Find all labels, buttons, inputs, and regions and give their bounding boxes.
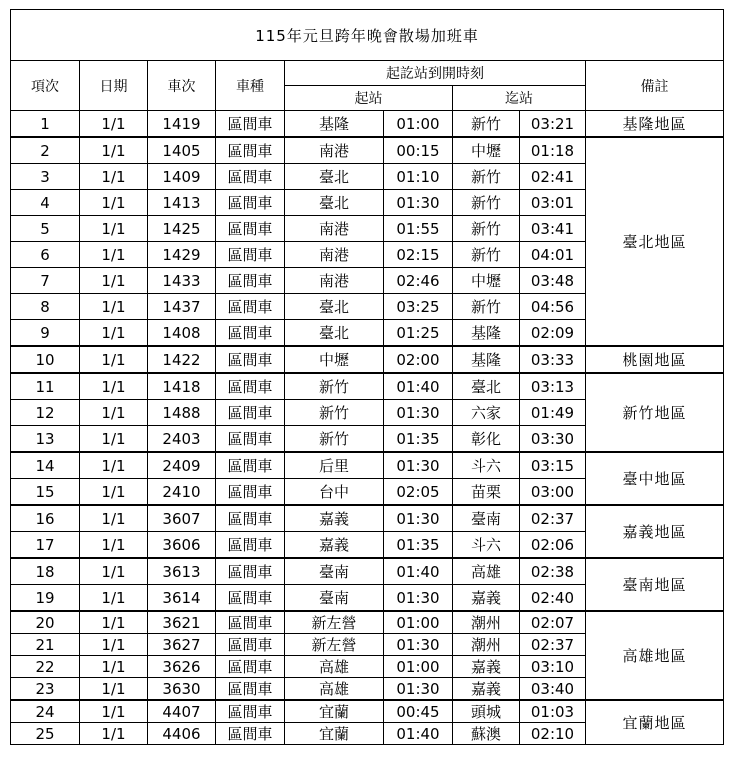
- row-destination: 新竹: [453, 190, 520, 216]
- row-destination: 新竹: [453, 294, 520, 320]
- row-date: 1/1: [80, 268, 148, 294]
- row-no: 11: [11, 373, 80, 400]
- row-origin: 基隆: [285, 111, 384, 138]
- row-departure: 00:15: [384, 137, 453, 164]
- row-origin: 高雄: [285, 656, 384, 678]
- row-type: 區間車: [216, 164, 285, 190]
- row-origin: 南港: [285, 242, 384, 268]
- row-arrival: 02:40: [520, 585, 586, 612]
- row-date: 1/1: [80, 426, 148, 453]
- row-destination: 新竹: [453, 242, 520, 268]
- row-arrival: 02:37: [520, 634, 586, 656]
- table-row: [11, 611, 724, 634]
- row-date: 1/1: [80, 479, 148, 506]
- row-no: 3: [11, 164, 80, 190]
- row-train: 3613: [148, 558, 216, 585]
- row-no: 18: [11, 558, 80, 585]
- header-date: 日期: [80, 61, 148, 111]
- row-origin: 新竹: [285, 426, 384, 453]
- table-row: [11, 452, 724, 479]
- row-arrival: 03:48: [520, 268, 586, 294]
- row-type: 區間車: [216, 656, 285, 678]
- row-departure: 01:35: [384, 426, 453, 453]
- row-origin: 宜蘭: [285, 700, 384, 723]
- row-date: 1/1: [80, 164, 148, 190]
- row-type: 區間車: [216, 294, 285, 320]
- row-origin: 臺南: [285, 558, 384, 585]
- row-departure: 02:05: [384, 479, 453, 506]
- row-type: 區間車: [216, 268, 285, 294]
- row-no: 1: [11, 111, 80, 138]
- row-type: 區間車: [216, 426, 285, 453]
- row-remarks: 臺中地區: [586, 452, 724, 505]
- row-date: 1/1: [80, 137, 148, 164]
- table-row: [11, 373, 724, 400]
- row-arrival: 03:30: [520, 426, 586, 453]
- row-no: 13: [11, 426, 80, 453]
- row-destination: 頭城: [453, 700, 520, 723]
- row-destination: 新竹: [453, 164, 520, 190]
- row-arrival: 01:49: [520, 400, 586, 426]
- table-row: [11, 700, 724, 723]
- row-destination: 基隆: [453, 320, 520, 347]
- row-no: 4: [11, 190, 80, 216]
- row-destination: 高雄: [453, 558, 520, 585]
- row-train: 3607: [148, 505, 216, 532]
- row-train: 1422: [148, 346, 216, 373]
- row-arrival: 03:41: [520, 216, 586, 242]
- row-no: 15: [11, 479, 80, 506]
- row-remarks: 嘉義地區: [586, 505, 724, 558]
- schedule-document: [10, 9, 723, 754]
- row-arrival: 03:33: [520, 346, 586, 373]
- table-row: [11, 111, 724, 138]
- row-no: 5: [11, 216, 80, 242]
- row-arrival: 02:06: [520, 532, 586, 559]
- row-date: 1/1: [80, 346, 148, 373]
- row-arrival: 03:13: [520, 373, 586, 400]
- row-arrival: 01:18: [520, 137, 586, 164]
- row-arrival: 02:09: [520, 320, 586, 347]
- row-type: 區間車: [216, 678, 285, 701]
- row-arrival: 03:15: [520, 452, 586, 479]
- row-date: 1/1: [80, 190, 148, 216]
- row-departure: 02:15: [384, 242, 453, 268]
- row-departure: 01:10: [384, 164, 453, 190]
- row-origin: 臺北: [285, 190, 384, 216]
- row-date: 1/1: [80, 452, 148, 479]
- row-date: 1/1: [80, 585, 148, 612]
- row-destination: 新竹: [453, 216, 520, 242]
- row-type: 區間車: [216, 479, 285, 506]
- row-departure: 00:45: [384, 700, 453, 723]
- row-type: 區間車: [216, 346, 285, 373]
- row-date: 1/1: [80, 294, 148, 320]
- row-no: 24: [11, 700, 80, 723]
- row-train: 2403: [148, 426, 216, 453]
- row-date: 1/1: [80, 400, 148, 426]
- row-type: 區間車: [216, 532, 285, 559]
- header-type: 車種: [216, 61, 285, 111]
- row-destination: 基隆: [453, 346, 520, 373]
- row-train: 1408: [148, 320, 216, 347]
- row-type: 區間車: [216, 558, 285, 585]
- row-type: 區間車: [216, 452, 285, 479]
- row-type: 區間車: [216, 700, 285, 723]
- row-train: 3621: [148, 611, 216, 634]
- row-destination: 嘉義: [453, 656, 520, 678]
- row-date: 1/1: [80, 700, 148, 723]
- row-type: 區間車: [216, 190, 285, 216]
- row-departure: 01:40: [384, 723, 453, 745]
- row-departure: 01:30: [384, 452, 453, 479]
- row-train: 3614: [148, 585, 216, 612]
- row-destination: 潮州: [453, 611, 520, 634]
- table-row: [11, 137, 724, 164]
- train-schedule-table: [10, 9, 724, 745]
- row-origin: 宜蘭: [285, 723, 384, 745]
- row-departure: 02:46: [384, 268, 453, 294]
- header-train: 車次: [148, 61, 216, 111]
- row-arrival: 04:01: [520, 242, 586, 268]
- row-date: 1/1: [80, 216, 148, 242]
- row-departure: 01:40: [384, 558, 453, 585]
- row-departure: 01:40: [384, 373, 453, 400]
- row-arrival: 01:03: [520, 700, 586, 723]
- row-train: 1409: [148, 164, 216, 190]
- row-train: 4406: [148, 723, 216, 745]
- row-origin: 台中: [285, 479, 384, 506]
- row-remarks: 高雄地區: [586, 611, 724, 700]
- row-train: 2410: [148, 479, 216, 506]
- row-origin: 臺北: [285, 294, 384, 320]
- row-type: 區間車: [216, 242, 285, 268]
- row-destination: 蘇澳: [453, 723, 520, 745]
- row-type: 區間車: [216, 137, 285, 164]
- row-destination: 彰化: [453, 426, 520, 453]
- row-no: 25: [11, 723, 80, 745]
- row-departure: 01:00: [384, 111, 453, 138]
- row-departure: 01:35: [384, 532, 453, 559]
- row-destination: 臺南: [453, 505, 520, 532]
- row-train: 1419: [148, 111, 216, 138]
- row-type: 區間車: [216, 723, 285, 745]
- row-origin: 新竹: [285, 400, 384, 426]
- row-destination: 中壢: [453, 268, 520, 294]
- row-date: 1/1: [80, 611, 148, 634]
- row-no: 8: [11, 294, 80, 320]
- row-arrival: 03:40: [520, 678, 586, 701]
- row-no: 10: [11, 346, 80, 373]
- row-remarks: 臺北地區: [586, 137, 724, 346]
- row-train: 1418: [148, 373, 216, 400]
- table-row: [11, 346, 724, 373]
- row-no: 16: [11, 505, 80, 532]
- row-train: 1425: [148, 216, 216, 242]
- row-date: 1/1: [80, 242, 148, 268]
- schedule-body: [11, 111, 724, 745]
- row-origin: 新左營: [285, 611, 384, 634]
- row-departure: 01:30: [384, 400, 453, 426]
- row-no: 9: [11, 320, 80, 347]
- row-date: 1/1: [80, 634, 148, 656]
- row-type: 區間車: [216, 634, 285, 656]
- row-date: 1/1: [80, 558, 148, 585]
- row-departure: 01:30: [384, 678, 453, 701]
- row-destination: 臺北: [453, 373, 520, 400]
- row-no: 7: [11, 268, 80, 294]
- row-destination: 斗六: [453, 452, 520, 479]
- row-no: 20: [11, 611, 80, 634]
- table-row: [11, 505, 724, 532]
- row-no: 21: [11, 634, 80, 656]
- row-date: 1/1: [80, 373, 148, 400]
- row-train: 1488: [148, 400, 216, 426]
- row-departure: 01:00: [384, 611, 453, 634]
- row-remarks: 新竹地區: [586, 373, 724, 452]
- row-origin: 嘉義: [285, 505, 384, 532]
- row-destination: 嘉義: [453, 585, 520, 612]
- row-type: 區間車: [216, 373, 285, 400]
- row-arrival: 03:00: [520, 479, 586, 506]
- row-destination: 新竹: [453, 111, 520, 138]
- row-date: 1/1: [80, 505, 148, 532]
- row-date: 1/1: [80, 111, 148, 138]
- header-dest: 迄站: [453, 86, 586, 111]
- row-remarks: 宜蘭地區: [586, 700, 724, 745]
- row-origin: 南港: [285, 268, 384, 294]
- row-arrival: 03:21: [520, 111, 586, 138]
- row-type: 區間車: [216, 400, 285, 426]
- row-departure: 02:00: [384, 346, 453, 373]
- row-origin: 臺北: [285, 164, 384, 190]
- row-no: 12: [11, 400, 80, 426]
- row-type: 區間車: [216, 611, 285, 634]
- row-arrival: 02:38: [520, 558, 586, 585]
- row-arrival: 02:37: [520, 505, 586, 532]
- row-origin: 新左營: [285, 634, 384, 656]
- row-remarks: 桃園地區: [586, 346, 724, 373]
- table-row: [11, 558, 724, 585]
- row-date: 1/1: [80, 723, 148, 745]
- row-departure: 01:30: [384, 585, 453, 612]
- row-date: 1/1: [80, 320, 148, 347]
- row-train: 3606: [148, 532, 216, 559]
- row-date: 1/1: [80, 678, 148, 701]
- row-train: 3626: [148, 656, 216, 678]
- page-title: 115年元旦跨年晚會散場加班車: [11, 10, 724, 61]
- row-origin: 臺北: [285, 320, 384, 347]
- row-no: 6: [11, 242, 80, 268]
- row-departure: 01:30: [384, 190, 453, 216]
- row-arrival: 03:01: [520, 190, 586, 216]
- row-type: 區間車: [216, 320, 285, 347]
- row-origin: 新竹: [285, 373, 384, 400]
- header-origin: 起站: [285, 86, 453, 111]
- row-destination: 嘉義: [453, 678, 520, 701]
- row-remarks: 臺南地區: [586, 558, 724, 611]
- row-origin: 南港: [285, 137, 384, 164]
- row-remarks: 基隆地區: [586, 111, 724, 138]
- row-origin: 南港: [285, 216, 384, 242]
- row-departure: 01:30: [384, 634, 453, 656]
- row-train: 2409: [148, 452, 216, 479]
- row-type: 區間車: [216, 585, 285, 612]
- row-no: 2: [11, 137, 80, 164]
- row-departure: 01:55: [384, 216, 453, 242]
- header-span: 起訖站到開時刻: [285, 61, 586, 86]
- row-date: 1/1: [80, 656, 148, 678]
- row-date: 1/1: [80, 532, 148, 559]
- row-train: 1405: [148, 137, 216, 164]
- row-departure: 03:25: [384, 294, 453, 320]
- row-no: 19: [11, 585, 80, 612]
- row-departure: 01:25: [384, 320, 453, 347]
- row-origin: 中壢: [285, 346, 384, 373]
- row-no: 22: [11, 656, 80, 678]
- row-no: 23: [11, 678, 80, 701]
- row-train: 3630: [148, 678, 216, 701]
- row-train: 1429: [148, 242, 216, 268]
- row-no: 14: [11, 452, 80, 479]
- row-train: 1437: [148, 294, 216, 320]
- row-train: 4407: [148, 700, 216, 723]
- row-arrival: 02:07: [520, 611, 586, 634]
- row-destination: 斗六: [453, 532, 520, 559]
- row-train: 1413: [148, 190, 216, 216]
- row-type: 區間車: [216, 505, 285, 532]
- row-arrival: 02:41: [520, 164, 586, 190]
- row-origin: 高雄: [285, 678, 384, 701]
- row-destination: 苗栗: [453, 479, 520, 506]
- row-train: 1433: [148, 268, 216, 294]
- row-arrival: 04:56: [520, 294, 586, 320]
- row-no: 17: [11, 532, 80, 559]
- row-departure: 01:00: [384, 656, 453, 678]
- row-arrival: 03:10: [520, 656, 586, 678]
- row-destination: 六家: [453, 400, 520, 426]
- header-remarks: 備註: [586, 61, 724, 111]
- row-departure: 01:30: [384, 505, 453, 532]
- row-destination: 潮州: [453, 634, 520, 656]
- row-train: 3627: [148, 634, 216, 656]
- row-destination: 中壢: [453, 137, 520, 164]
- header-no: 項次: [11, 61, 80, 111]
- row-origin: 后里: [285, 452, 384, 479]
- row-type: 區間車: [216, 216, 285, 242]
- row-type: 區間車: [216, 111, 285, 138]
- row-origin: 臺南: [285, 585, 384, 612]
- row-origin: 嘉義: [285, 532, 384, 559]
- row-arrival: 02:10: [520, 723, 586, 745]
